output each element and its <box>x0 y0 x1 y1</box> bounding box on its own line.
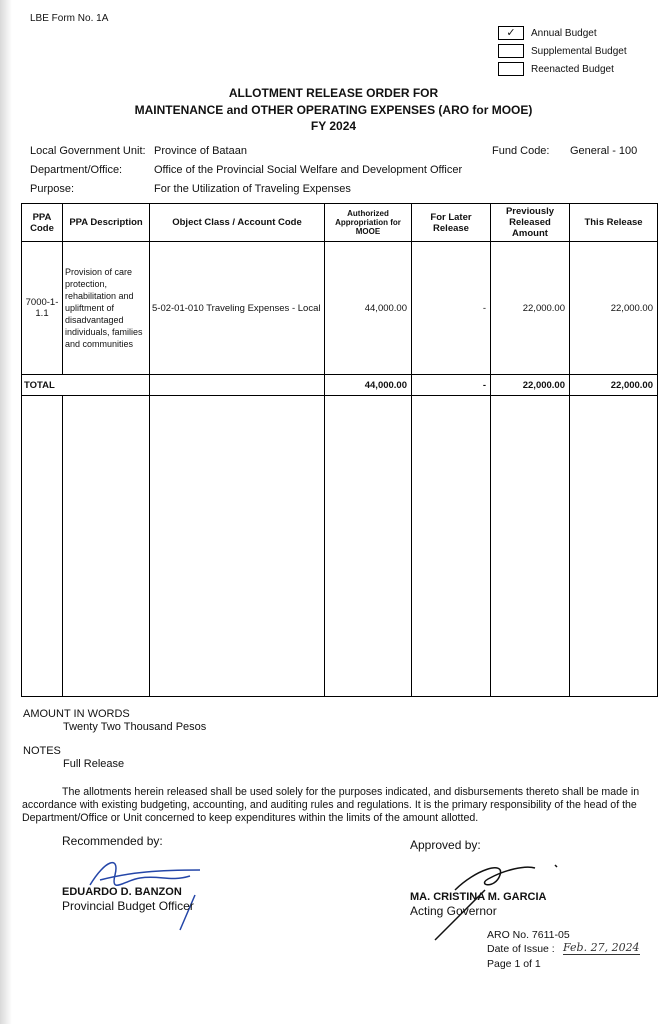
header-ppa-description: PPA Description <box>63 204 150 242</box>
header-object-class: Object Class / Account Code <box>150 204 325 242</box>
table-row <box>22 242 658 375</box>
lgu-value: Province of Bataan <box>154 145 247 157</box>
budget-type-supplemental[interactable] <box>498 44 627 58</box>
approved-name: MA. CRISTINA M. GARCIA <box>410 891 547 903</box>
allotment-table <box>21 203 658 697</box>
statement-paragraph: The allotments herein released shall be used solely for the purposes indicated, and disbursements thereto shall be made in accordance with existing budgeting, accounting, and auditing rules and regulations. It is the primary responsibility of the head of the Department/Office or Unit concerned to keep expenditures within the limits of the amount allotted. <box>22 786 640 824</box>
dept-label: Department/Office: <box>30 164 123 176</box>
doc-title-line1: ALLOTMENT RELEASE ORDER FOR <box>228 86 439 100</box>
budget-type-label: Annual Budget <box>531 27 597 39</box>
form-number: LBE Form No. 1A <box>30 13 109 24</box>
total-empty <box>63 375 150 396</box>
checkbox-reenacted[interactable] <box>498 62 524 76</box>
cell-later: - <box>412 242 491 375</box>
lgu-label: Local Government Unit: <box>30 145 146 157</box>
total-label: TOTAL <box>22 375 63 396</box>
total-previous: 22,000.00 <box>491 375 570 396</box>
doc-title-line2: MAINTENANCE and OTHER OPERATING EXPENSES (ARO for MOOE) <box>134 103 533 117</box>
budget-type-label: Reenacted Budget <box>531 63 614 75</box>
notes-label: NOTES <box>23 745 61 757</box>
total-empty <box>150 375 325 396</box>
fund-code-label: Fund Code: <box>492 145 550 157</box>
dept-value: Office of the Provincial Social Welfare and Development Officer <box>154 164 463 176</box>
doc-title-line3: FY 2024 <box>310 119 357 133</box>
amount-in-words-label: AMOUNT IN WORDS <box>23 708 130 720</box>
budget-type-annual[interactable] <box>498 26 597 40</box>
approved-label: Approved by: <box>410 838 481 852</box>
header-this-release: This Release <box>570 204 658 242</box>
checkbox-annual[interactable]: ✓ <box>498 26 524 40</box>
cell-authorized: 44,000.00 <box>325 242 412 375</box>
budget-type-label: Supplemental Budget <box>531 45 627 57</box>
total-authorized: 44,000.00 <box>325 375 412 396</box>
checkbox-supplemental[interactable] <box>498 44 524 58</box>
table-header-row <box>22 204 658 242</box>
page-number: Page 1 of 1 <box>487 958 541 970</box>
recommended-label: Recommended by: <box>62 834 163 848</box>
approved-position: Acting Governor <box>410 904 497 918</box>
header-ppa-code: PPA Code <box>22 204 63 242</box>
purpose-value: For the Utilization of Traveling Expenses <box>154 183 351 195</box>
header-for-later-release: For Later Release <box>412 204 491 242</box>
recommended-name: EDUARDO D. BANZON <box>62 886 182 898</box>
header-authorized-appropriation: Authorized Appropriation for MOOE <box>325 204 412 242</box>
purpose-label: Purpose: <box>30 183 75 195</box>
cell-this-release: 22,000.00 <box>570 242 658 375</box>
total-later: - <box>412 375 491 396</box>
cell-ppa-code: 7000-1-1.1 <box>22 242 63 375</box>
notes-value: Full Release <box>63 758 125 770</box>
amount-in-words-value: Twenty Two Thousand Pesos <box>63 721 207 733</box>
date-of-issue-value: Feb. 27, 2024 <box>563 941 640 954</box>
fund-code-value: General - 100 <box>570 145 638 157</box>
scan-edge <box>0 0 12 1024</box>
budget-type-reenacted[interactable] <box>498 62 614 76</box>
date-of-issue-label: Date of Issue : <box>487 943 555 955</box>
total-row <box>22 375 658 396</box>
table-blank-row <box>22 396 658 697</box>
aro-number: ARO No. 7611-05 <box>487 929 570 941</box>
cell-ppa-description: Provision of care protection, rehabilitation and upliftment of disadvantaged individuals, families and communities <box>63 242 150 375</box>
cell-previous: 22,000.00 <box>491 242 570 375</box>
cell-object-class: 5-02-01-010 Traveling Expenses - Local <box>150 242 325 375</box>
header-previously-released: Previously Released Amount <box>491 204 570 242</box>
recommended-position: Provincial Budget Officer <box>62 899 194 913</box>
total-this-release: 22,000.00 <box>570 375 658 396</box>
